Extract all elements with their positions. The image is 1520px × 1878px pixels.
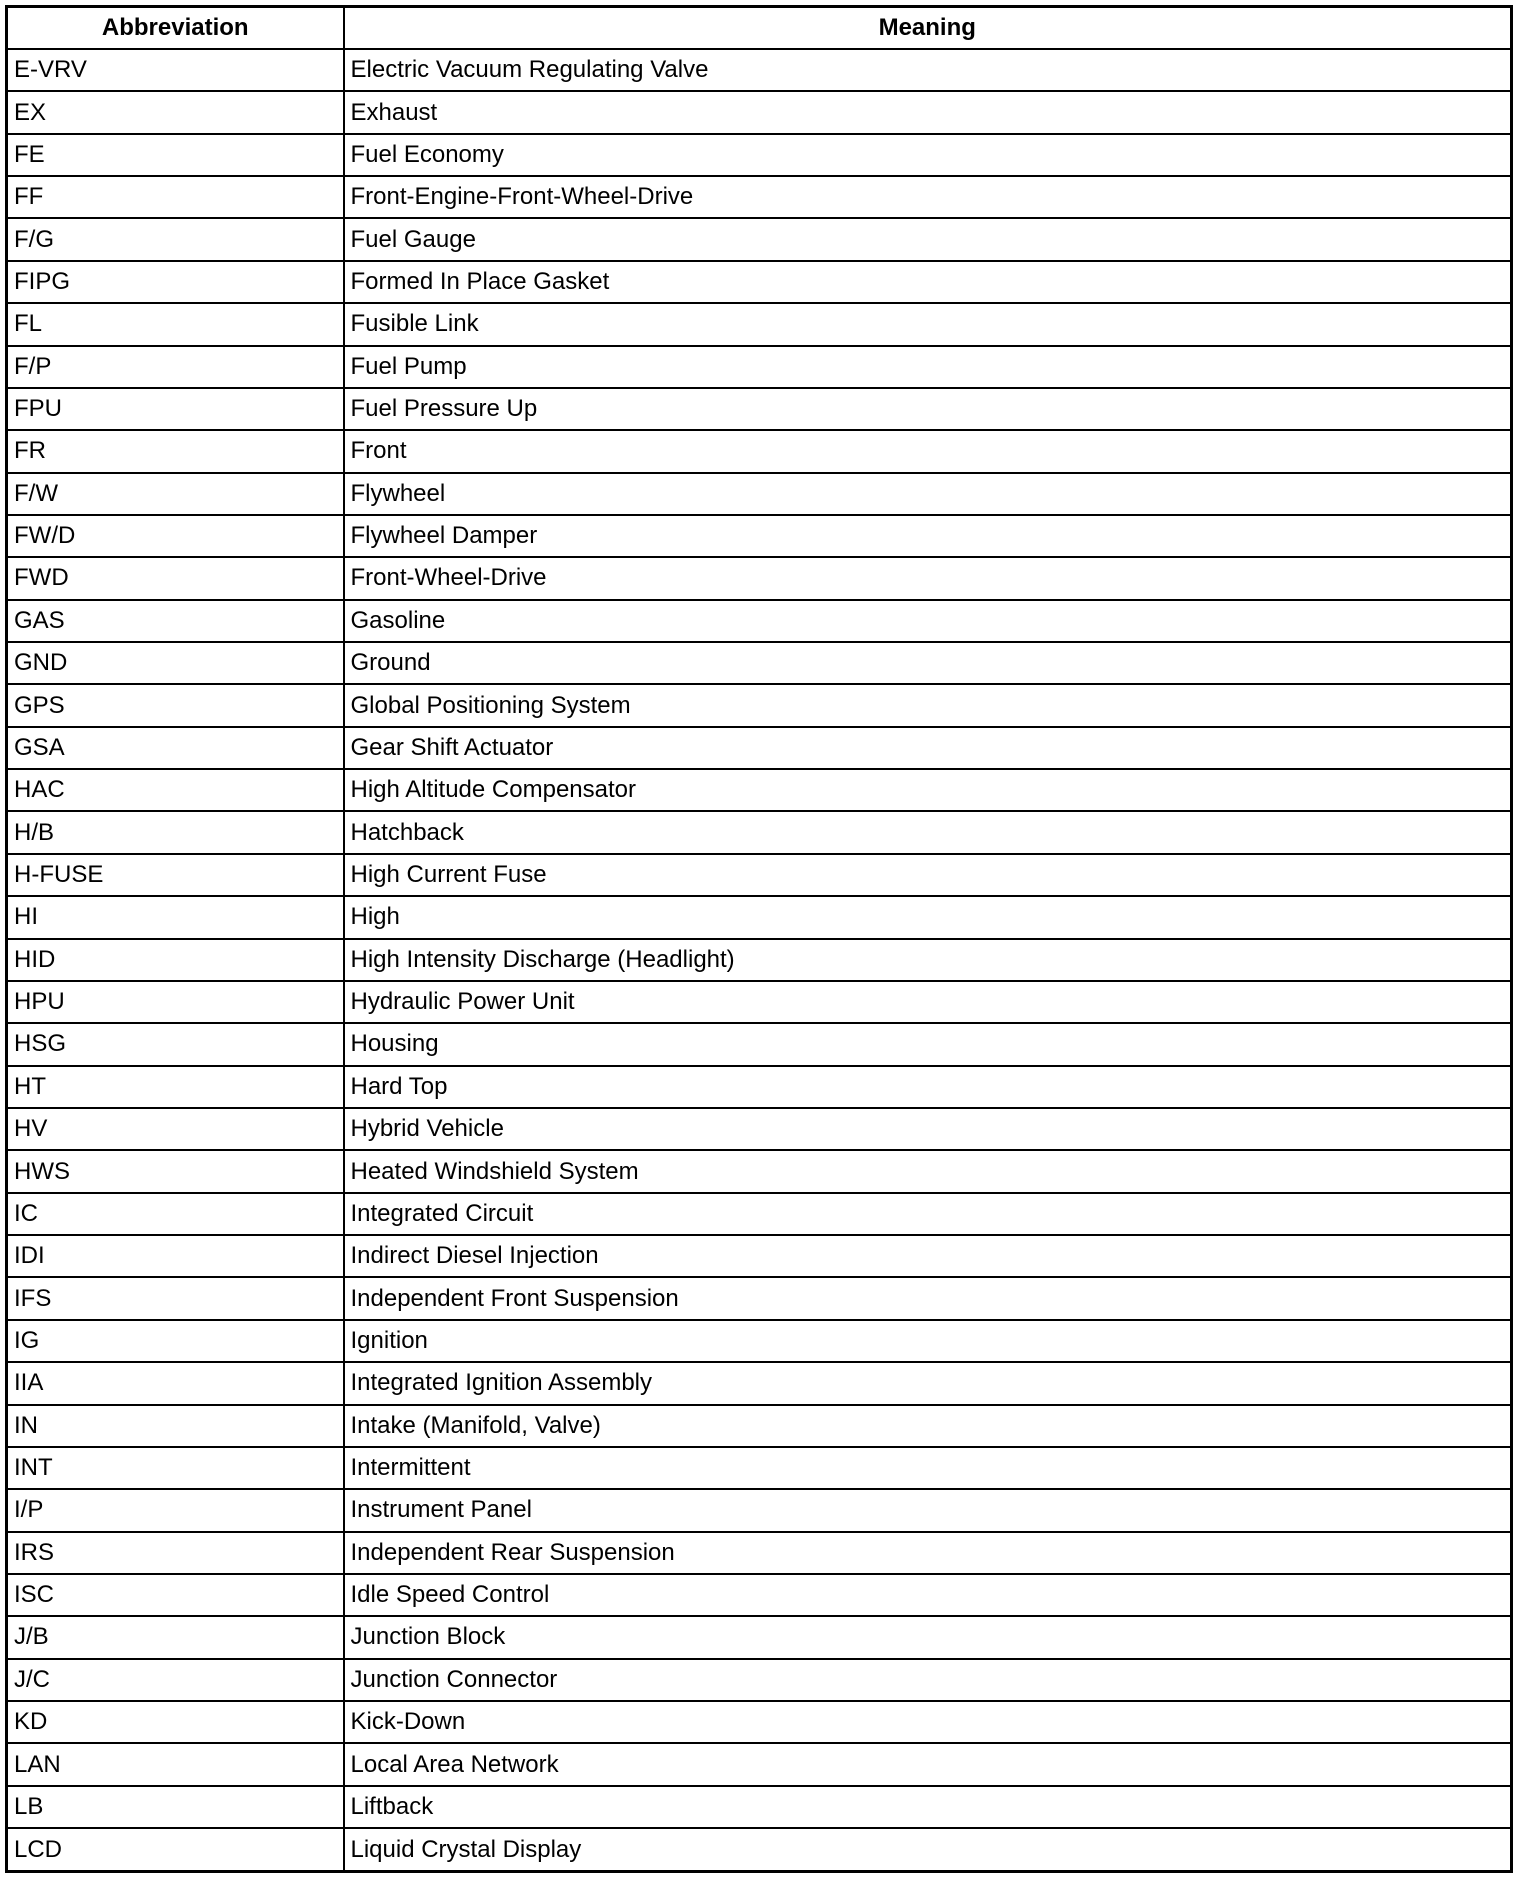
abbreviation-cell: FPU (7, 388, 344, 430)
header-abbreviation: Abbreviation (7, 7, 344, 50)
abbreviation-cell: HID (7, 939, 344, 981)
abbreviation-cell: GPS (7, 684, 344, 726)
table-row (7, 473, 1512, 515)
table-row (7, 1532, 1512, 1574)
meaning-cell: Instrument Panel (344, 1489, 1512, 1531)
abbreviation-cell: I/P (7, 1489, 344, 1531)
table-row (7, 1743, 1512, 1785)
table-row (7, 1701, 1512, 1743)
table-row (7, 1150, 1512, 1192)
abbreviation-cell: IRS (7, 1532, 344, 1574)
meaning-cell: Kick-Down (344, 1701, 1512, 1743)
table-row (7, 1828, 1512, 1871)
meaning-cell: High (344, 896, 1512, 938)
table-row (7, 811, 1512, 853)
table-row (7, 769, 1512, 811)
table-row (7, 854, 1512, 896)
meaning-cell: Hybrid Vehicle (344, 1108, 1512, 1150)
table-row (7, 261, 1512, 303)
abbreviation-cell: IDI (7, 1235, 344, 1277)
meaning-cell: High Current Fuse (344, 854, 1512, 896)
meaning-cell: Junction Block (344, 1616, 1512, 1658)
abbreviation-cell: IIA (7, 1362, 344, 1404)
meaning-cell: Liftback (344, 1786, 1512, 1828)
table-row (7, 1362, 1512, 1404)
header-row (7, 7, 1512, 50)
meaning-cell: Liquid Crystal Display (344, 1828, 1512, 1871)
table-row (7, 1066, 1512, 1108)
meaning-cell: Intermittent (344, 1447, 1512, 1489)
table-body (7, 49, 1512, 1872)
abbreviation-cell: LB (7, 1786, 344, 1828)
table-row (7, 176, 1512, 218)
abbreviation-cell: FWD (7, 557, 344, 599)
meaning-cell: High Altitude Compensator (344, 769, 1512, 811)
meaning-cell: Fuel Gauge (344, 218, 1512, 260)
table-header (7, 7, 1512, 50)
meaning-cell: Heated Windshield System (344, 1150, 1512, 1192)
meaning-cell: Exhaust (344, 91, 1512, 133)
abbreviation-cell: F/G (7, 218, 344, 260)
meaning-cell: Front (344, 430, 1512, 472)
abbreviation-cell: FF (7, 176, 344, 218)
abbreviation-cell: E-VRV (7, 49, 344, 91)
abbreviation-cell: IN (7, 1405, 344, 1447)
abbreviation-cell: H-FUSE (7, 854, 344, 896)
meaning-cell: Independent Front Suspension (344, 1277, 1512, 1319)
table-row (7, 515, 1512, 557)
abbreviation-cell: HSG (7, 1023, 344, 1065)
table-row (7, 896, 1512, 938)
table-row (7, 600, 1512, 642)
abbreviation-cell: IC (7, 1193, 344, 1235)
table-row (7, 134, 1512, 176)
abbreviation-cell: ISC (7, 1574, 344, 1616)
abbreviation-cell: INT (7, 1447, 344, 1489)
abbreviation-cell: FL (7, 303, 344, 345)
table-row (7, 642, 1512, 684)
table-row (7, 1235, 1512, 1277)
meaning-cell: Gasoline (344, 600, 1512, 642)
meaning-cell: Local Area Network (344, 1743, 1512, 1785)
meaning-cell: Intake (Manifold, Valve) (344, 1405, 1512, 1447)
table-row (7, 430, 1512, 472)
meaning-cell: Flywheel Damper (344, 515, 1512, 557)
table-row (7, 1659, 1512, 1701)
table-row (7, 1320, 1512, 1362)
abbreviation-cell: HT (7, 1066, 344, 1108)
table-row (7, 1447, 1512, 1489)
table-row (7, 346, 1512, 388)
table-row (7, 388, 1512, 430)
abbreviation-cell: HAC (7, 769, 344, 811)
meaning-cell: High Intensity Discharge (Headlight) (344, 939, 1512, 981)
table-row (7, 1193, 1512, 1235)
abbreviation-cell: FR (7, 430, 344, 472)
meaning-cell: Independent Rear Suspension (344, 1532, 1512, 1574)
meaning-cell: Hard Top (344, 1066, 1512, 1108)
table-row (7, 218, 1512, 260)
abbreviation-cell: HWS (7, 1150, 344, 1192)
meaning-cell: Ignition (344, 1320, 1512, 1362)
meaning-cell: Idle Speed Control (344, 1574, 1512, 1616)
meaning-cell: Global Positioning System (344, 684, 1512, 726)
abbreviation-cell: FW/D (7, 515, 344, 557)
abbreviation-cell: HV (7, 1108, 344, 1150)
table-row (7, 684, 1512, 726)
table-row (7, 939, 1512, 981)
meaning-cell: Ground (344, 642, 1512, 684)
meaning-cell: Front-Wheel-Drive (344, 557, 1512, 599)
abbreviation-table (5, 5, 1513, 1873)
abbreviation-cell: F/W (7, 473, 344, 515)
abbreviation-cell: GND (7, 642, 344, 684)
meaning-cell: Gear Shift Actuator (344, 727, 1512, 769)
table-row (7, 1108, 1512, 1150)
abbreviation-cell: KD (7, 1701, 344, 1743)
table-row (7, 1616, 1512, 1658)
meaning-cell: Integrated Ignition Assembly (344, 1362, 1512, 1404)
abbreviation-cell: GSA (7, 727, 344, 769)
abbreviation-cell: H/B (7, 811, 344, 853)
meaning-cell: Fuel Economy (344, 134, 1512, 176)
table-row (7, 1489, 1512, 1531)
table-row (7, 557, 1512, 599)
abbreviation-cell: EX (7, 91, 344, 133)
table-row (7, 1574, 1512, 1616)
abbreviation-cell: J/B (7, 1616, 344, 1658)
abbreviation-cell: F/P (7, 346, 344, 388)
meaning-cell: Flywheel (344, 473, 1512, 515)
abbreviation-cell: HPU (7, 981, 344, 1023)
meaning-cell: Integrated Circuit (344, 1193, 1512, 1235)
table-row (7, 303, 1512, 345)
meaning-cell: Front-Engine-Front-Wheel-Drive (344, 176, 1512, 218)
header-meaning: Meaning (344, 7, 1512, 50)
abbreviation-cell: LCD (7, 1828, 344, 1871)
table-row (7, 1405, 1512, 1447)
table-row (7, 49, 1512, 91)
abbreviation-cell: J/C (7, 1659, 344, 1701)
meaning-cell: Fuel Pump (344, 346, 1512, 388)
meaning-cell: Formed In Place Gasket (344, 261, 1512, 303)
meaning-cell: Fuel Pressure Up (344, 388, 1512, 430)
meaning-cell: Junction Connector (344, 1659, 1512, 1701)
abbreviation-cell: FE (7, 134, 344, 176)
abbreviation-cell: HI (7, 896, 344, 938)
abbreviation-cell: IFS (7, 1277, 344, 1319)
table-row (7, 1786, 1512, 1828)
table-row (7, 1023, 1512, 1065)
meaning-cell: Housing (344, 1023, 1512, 1065)
meaning-cell: Indirect Diesel Injection (344, 1235, 1512, 1277)
meaning-cell: Hydraulic Power Unit (344, 981, 1512, 1023)
meaning-cell: Hatchback (344, 811, 1512, 853)
abbreviation-cell: IG (7, 1320, 344, 1362)
table-row (7, 981, 1512, 1023)
table-row (7, 727, 1512, 769)
meaning-cell: Fusible Link (344, 303, 1512, 345)
abbreviation-cell: FIPG (7, 261, 344, 303)
table-row (7, 91, 1512, 133)
abbreviation-cell: LAN (7, 1743, 344, 1785)
abbreviation-cell: GAS (7, 600, 344, 642)
meaning-cell: Electric Vacuum Regulating Valve (344, 49, 1512, 91)
table-row (7, 1277, 1512, 1319)
